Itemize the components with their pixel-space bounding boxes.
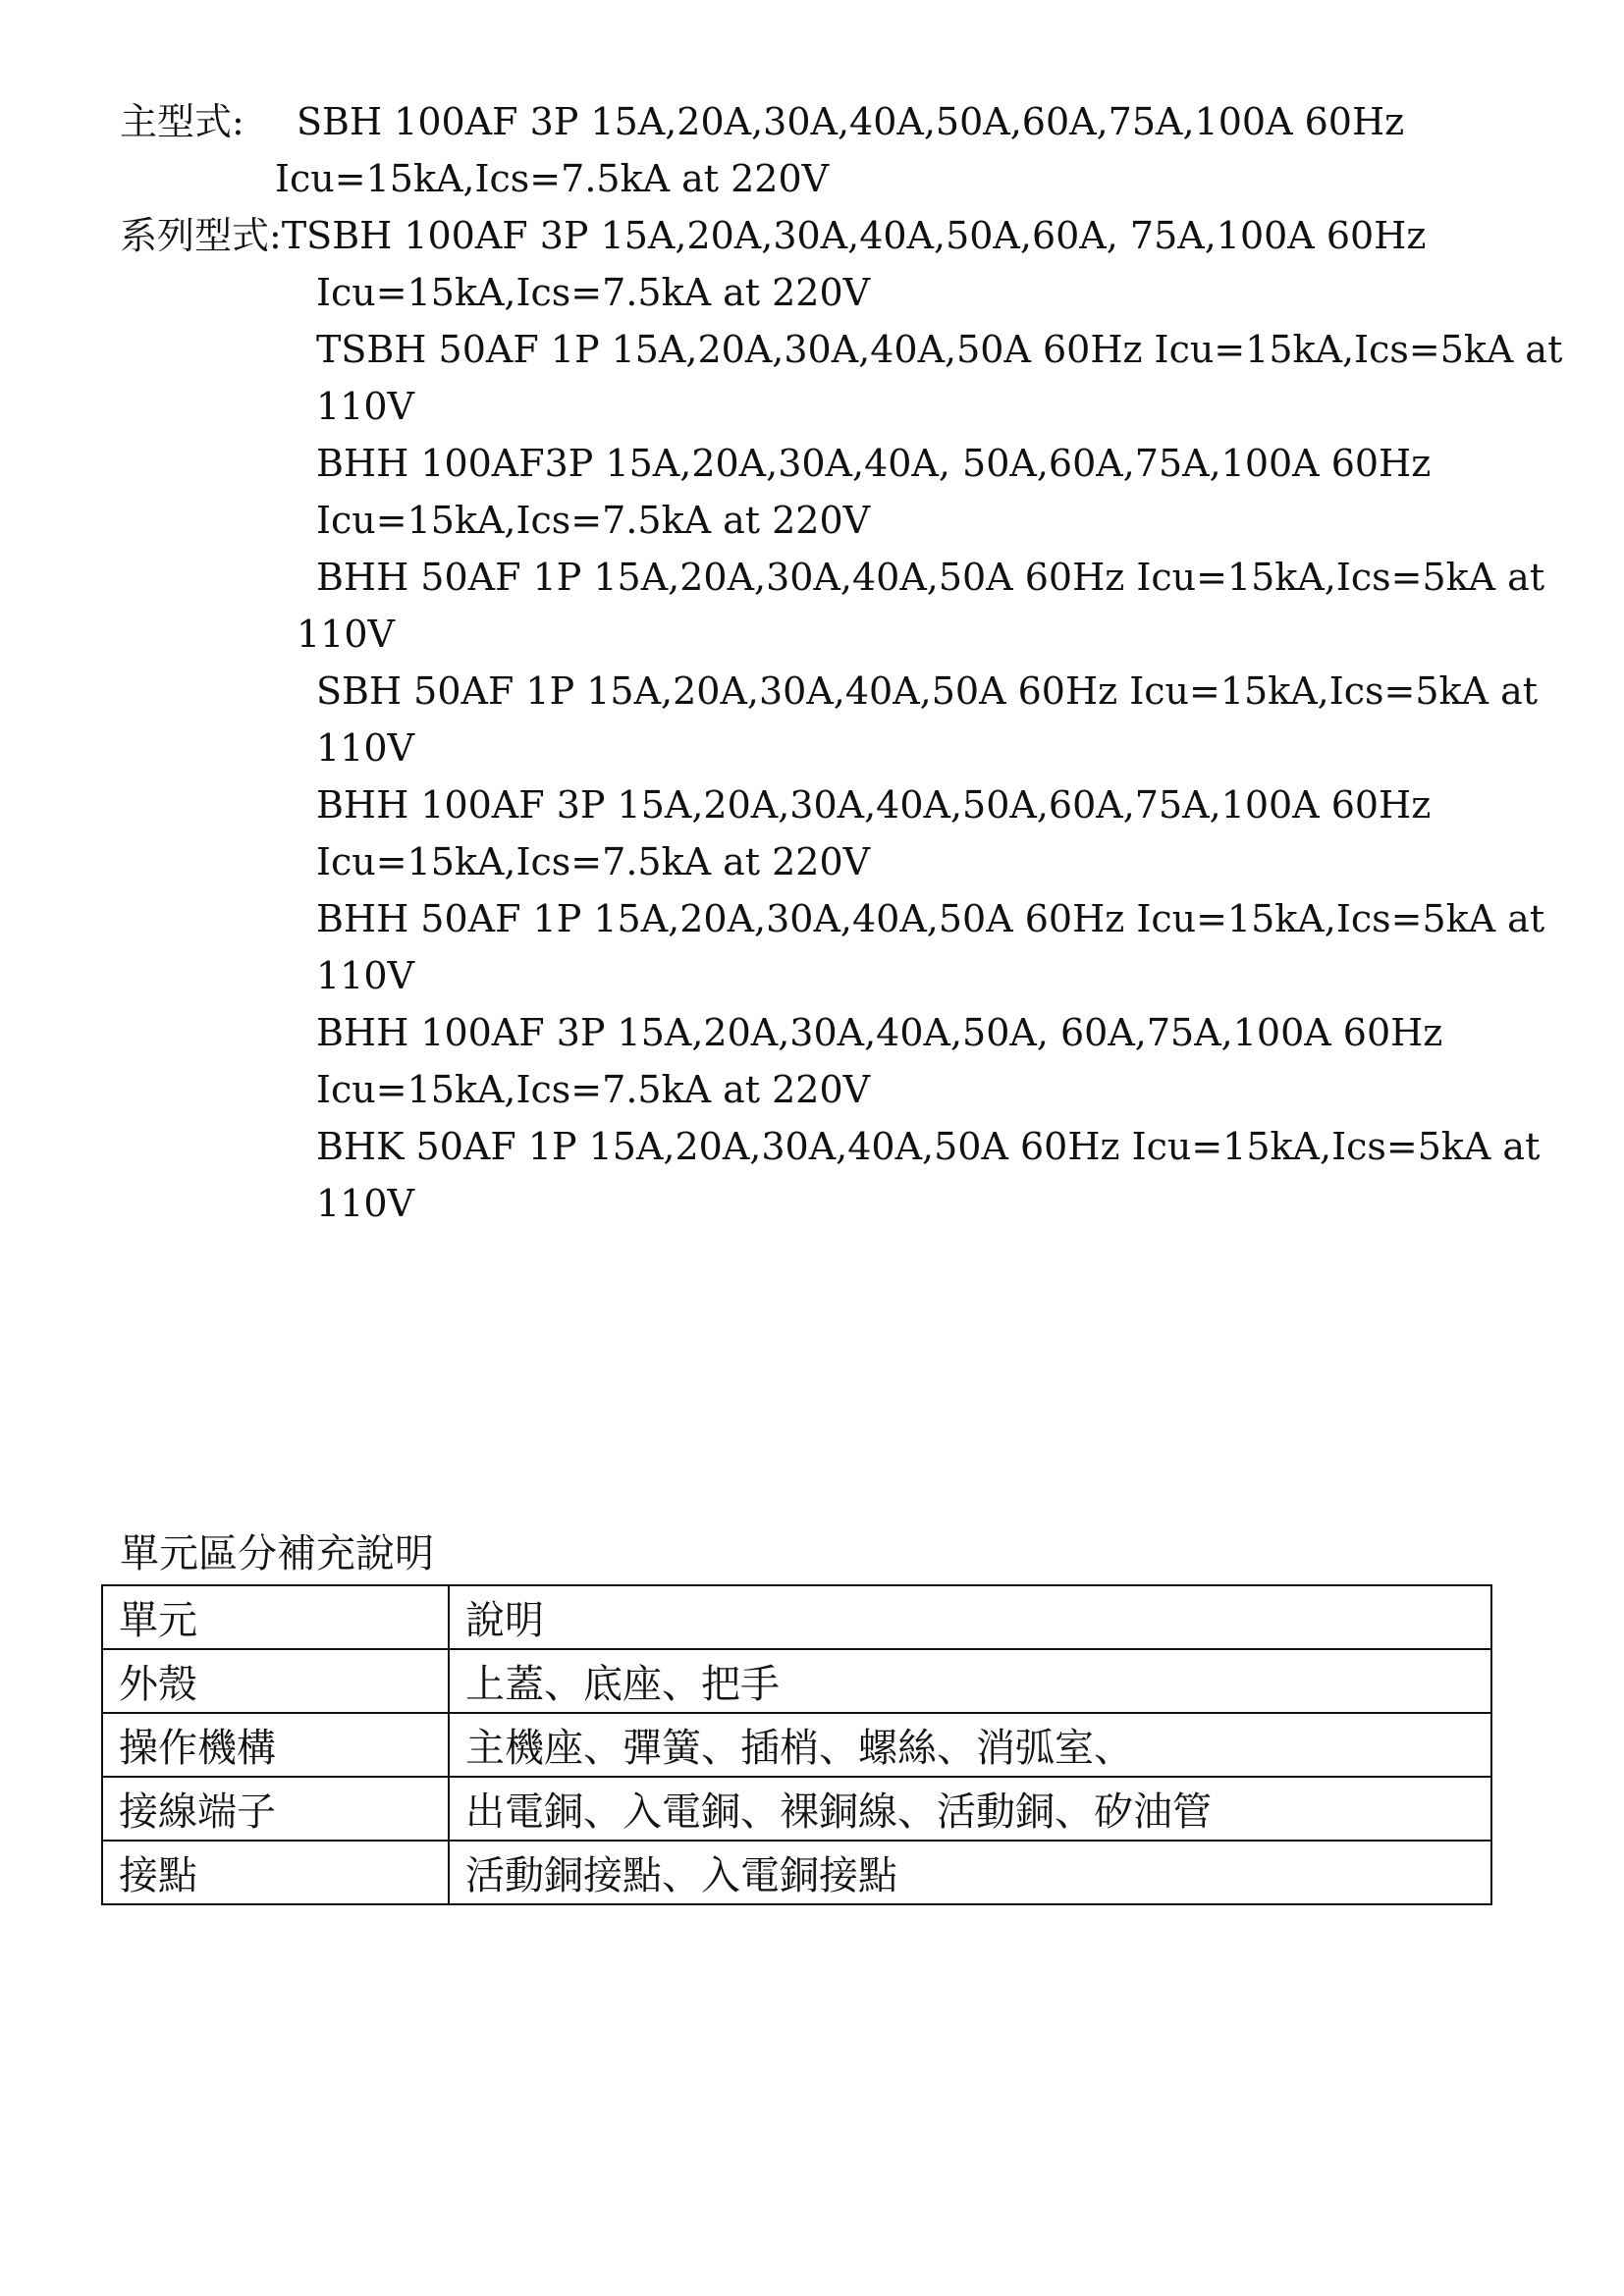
series-line-2: TSBH 50AF 1P 15A,20A,30A,40A,50A 60Hz Icu=15kA,Ics=5kA at [316, 328, 1563, 371]
table-header-row [102, 1585, 1491, 1649]
row-unit: 外殼 [102, 1649, 449, 1713]
series-line-7: 110V [297, 613, 395, 656]
row-unit: 接線端子 [102, 1777, 449, 1841]
row-unit: 接點 [102, 1841, 449, 1904]
table-row [102, 1649, 1491, 1713]
main-model-line [120, 93, 1553, 150]
series-line-9: 110V [316, 726, 414, 770]
row-description: 活動銅接點、入電銅接點 [449, 1841, 1491, 1904]
series-line-1: Icu=15kA,Ics=7.5kA at 220V [316, 271, 871, 314]
header-unit: 單元 [102, 1585, 449, 1649]
series-line-8: SBH 50AF 1P 15A,20A,30A,40A,50A 60Hz Icu=15kA,Ics=5kA at [316, 669, 1538, 713]
main-model-rating: Icu=15kA,Ics=7.5kA at 220V [275, 157, 830, 200]
series-line-14: BHH 100AF 3P 15A,20A,30A,40A,50A, 60A,75A,100A 60Hz [316, 1011, 1443, 1054]
series-line-5: Icu=15kA,Ics=7.5kA at 220V [316, 499, 871, 542]
series-model-line [120, 207, 1553, 264]
table-row [102, 1777, 1491, 1841]
series-line-11: Icu=15kA,Ics=7.5kA at 220V [316, 840, 871, 883]
series-line-17: 110V [316, 1182, 414, 1225]
unit-section-title: 單元區分補充說明 [120, 1531, 434, 1576]
row-description: 上蓋、底座、把手 [449, 1649, 1491, 1713]
model-spec-block [120, 93, 1563, 1232]
main-model-spec: SBH 100AF 3P 15A,20A,30A,40A,50A,60A,75A,100A 60Hz [297, 100, 1405, 143]
series-line-0: TSBH 100AF 3P 15A,20A,30A,40A,50A,60A, 75A,100A 60Hz [281, 214, 1427, 257]
series-line-16: BHK 50AF 1P 15A,20A,30A,40A,50A 60Hz Icu=15kA,Ics=5kA at [316, 1125, 1541, 1168]
series-line-6: BHH 50AF 1P 15A,20A,30A,40A,50A 60Hz Icu=15kA,Ics=5kA at [316, 556, 1545, 599]
series-line-12: BHH 50AF 1P 15A,20A,30A,40A,50A 60Hz Icu=15kA,Ics=5kA at [316, 897, 1545, 940]
series-model-label: 系列型式: [120, 214, 282, 257]
table-row [102, 1713, 1491, 1777]
unit-table [101, 1584, 1492, 1905]
series-line-3: 110V [316, 385, 414, 428]
row-description: 出電銅、入電銅、裸銅線、活動銅、矽油管 [449, 1777, 1491, 1841]
series-line-15: Icu=15kA,Ics=7.5kA at 220V [316, 1068, 871, 1111]
header-description: 說明 [449, 1585, 1491, 1649]
row-unit: 操作機構 [102, 1713, 449, 1777]
series-line-13: 110V [316, 954, 414, 997]
table-row [102, 1841, 1491, 1904]
series-line-4: BHH 100AF3P 15A,20A,30A,40A, 50A,60A,75A,100A 60Hz [316, 442, 1432, 485]
main-model-label: 主型式: [120, 100, 244, 143]
series-line-10: BHH 100AF 3P 15A,20A,30A,40A,50A,60A,75A,100A 60Hz [316, 783, 1432, 827]
row-description: 主機座、彈簧、插梢、螺絲、消弧室、 [449, 1713, 1491, 1777]
